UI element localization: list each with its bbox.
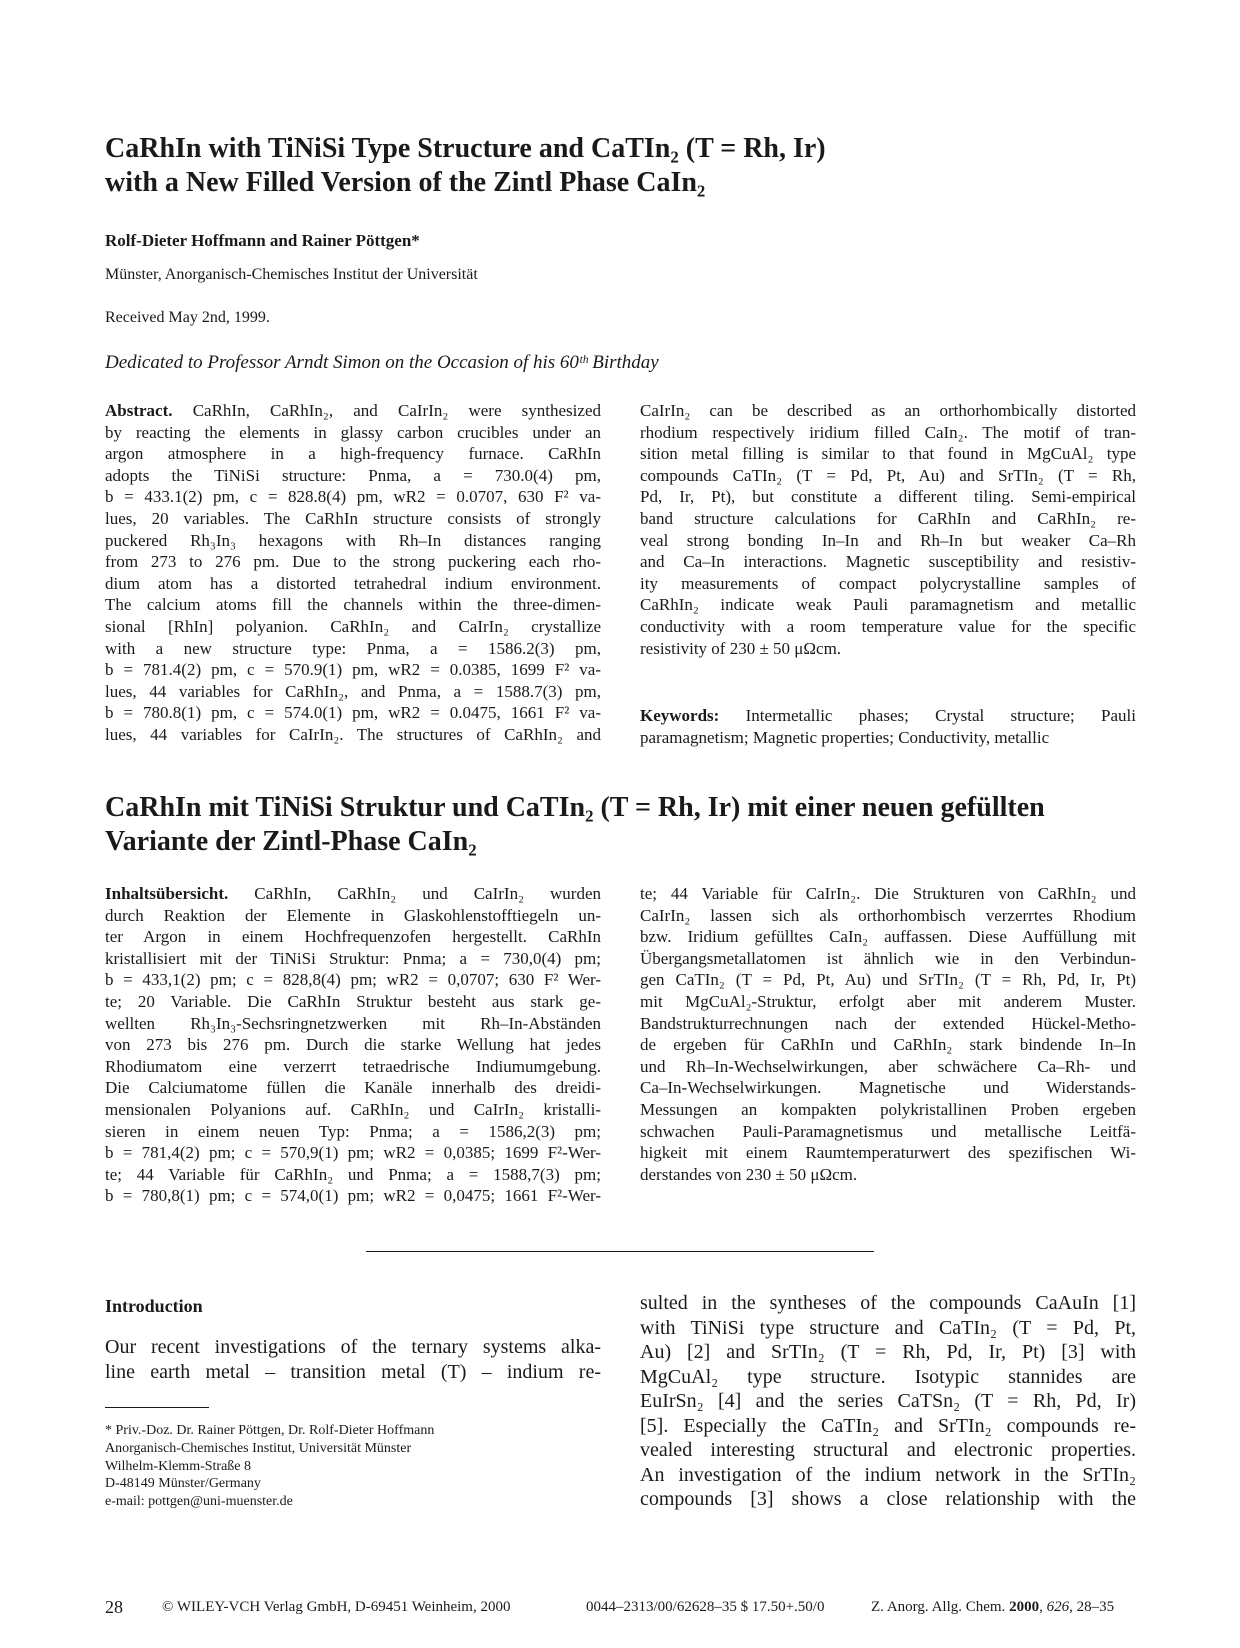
abstract-line: lues, 20 variables. The CaRhIn structure consists of strongly [105, 508, 601, 528]
abstract-line: by reacting the elements in glassy carbon crucibles under an [105, 422, 601, 442]
journal-citation: Z. Anorg. Allg. Chem. 2000, 626, 28–35 [871, 1599, 1115, 1615]
introduction-line: MgCuAl₂ type structure. Isotypic stannides are [640, 1365, 1136, 1388]
abstract-line: ity measurements of compact polycrystalline samples of [640, 573, 1136, 593]
summary-de-line: schwachen Pauli-Paramagnetismus und metallische Leitfä- [640, 1121, 1136, 1141]
introduction-right-column [640, 1291, 1136, 1512]
abstract-line: band structure calculations for CaRhIn and CaRhIn₂ re- [640, 508, 1136, 528]
summary-de-line: Messungen an kompakten polykristallinen Proben ergeben [640, 1099, 1136, 1119]
abstract-left-column [105, 400, 601, 746]
issn-code: 0044–2313/00/62628–35 $ 17.50+.50/0 [586, 1599, 825, 1615]
page-number: 28 [105, 1597, 123, 1617]
summary-de-line: te; 44 Variable für CaRhIn₂ und Pnma; a = 1588,7(3) pm; [105, 1164, 601, 1184]
summary-de-line: ter Argon in einem Hochfrequenzofen hergestellt. CaRhIn [105, 927, 601, 947]
journal-pages: , 28–35 [1069, 1599, 1115, 1615]
summary-de-line: und Rh–In-Wechselwirkungen, aber schwächere Ca–Rh- und [640, 1056, 1136, 1076]
abstract-line: sional [RhIn] polyanion. CaRhIn₂ and CaIrIn₂ crystallize [105, 616, 601, 636]
abstract-line: sition metal filling is similar to that found in MgCuAl₂ type [640, 444, 1136, 464]
keywords [640, 705, 1136, 748]
abstract-line: Pd, Ir, Pt), but constitute a different tiling. Semi-empirical [640, 487, 1136, 507]
summary-de-line: b = 781,4(2) pm; c = 570,9(1) pm; wR2 = 0,0385; 1699 F²-Wer- [105, 1143, 601, 1163]
summary-de-line: higkeit mit einem Raumtemperaturwert des spezifischen Wi- [640, 1143, 1136, 1163]
abstract-line: b = 433.1(2) pm, c = 828.8(4) pm, wR2 = 0.0707, 630 F² va- [105, 487, 601, 507]
introduction-line: with TiNiSi type structure and CaTIn₂ (T = Pd, Pt, [640, 1316, 1136, 1339]
publisher-line: © WILEY-VCH Verlag GmbH, D-69451 Weinheim, 2000 [162, 1599, 511, 1615]
summary-de-right-column [640, 883, 1136, 1185]
summary-de-line: sieren in einem neuen Typ: Pnma; a = 1586,2(3) pm; [105, 1121, 601, 1141]
authors: Rolf-Dieter Hoffmann and Rainer Pöttgen* [105, 231, 420, 250]
abstract-line: CaRhIn₂ indicate weak Pauli paramagnetism and metallic [640, 595, 1136, 615]
summary-de-line: kristallisiert mit der TiNiSi Struktur: Pnma; a = 730,0(4) pm; [105, 948, 601, 968]
summary-de-line: Ca–In-Wechselwirkungen. Magnetische und Widerstands- [640, 1078, 1136, 1098]
abstract-line: CaIrIn₂ can be described as an orthorhombically distorted [640, 401, 1136, 420]
summary-de-line: b = 433,1(2) pm; c = 828,8(4) pm; wR2 = 0,0707; 630 F² Wer- [105, 970, 601, 990]
affiliation: Münster, Anorganisch-Chemisches Institut der Universität [105, 266, 478, 283]
summary-de-line: te; 44 Variable für CaIrIn₂. Die Strukturen von CaRhIn₂ und [640, 884, 1136, 903]
abstract-line: and Ca–In interactions. Magnetic susceptibility and resistiv- [640, 552, 1136, 572]
summary-de-left-column [105, 883, 601, 1207]
introduction-line: compounds [3] shows a close relationship with the [640, 1488, 1136, 1510]
introduction-line: An investigation of the indium network in the SrTIn₂ [640, 1463, 1136, 1486]
summary-de-line: mit MgCuAl₂-Struktur, erfolgt aber mit anderem Muster. [640, 991, 1136, 1011]
summary-de-line: Bandstrukturrechnungen nach der extended Hückel-Metho- [640, 1013, 1136, 1033]
abstract-line: adopts the TiNiSi structure: Pnma, a = 730.0(4) pm, [105, 465, 601, 485]
summary-de-line: gen CaTIn₂ (T = Pd, Pt, Au) und SrTIn₂ (T = Rh, Pd, Ir, Pt) [640, 970, 1136, 990]
journal-name: Z. Anorg. Allg. Chem. [871, 1599, 1006, 1615]
footnote-line: Anorganisch-Chemisches Institut, Universität Münster [105, 1440, 412, 1456]
title-en-line2: with a New Filled Version of the Zintl Phase CaIn₂ [105, 167, 706, 198]
footnote-line: e-mail: pottgen@uni-muenster.de [105, 1494, 293, 1510]
abstract-right-column [640, 400, 1136, 659]
introduction-line: sulted in the syntheses of the compounds CaAuIn [1] [640, 1292, 1136, 1314]
abstract-line: dium atom has a distorted tetrahedral indium environment. [105, 573, 601, 593]
received-date: Received May 2nd, 1999. [105, 309, 270, 326]
abstract-line: puckered Rh₃In₃ hexagons with Rh–In distances ranging [105, 530, 601, 550]
summary-de-label: Inhaltsübersicht. [105, 884, 229, 903]
text-run: CaRhIn, CaRhIn₂ und CaIrIn₂ wurden [228, 884, 601, 903]
paper-title-de [105, 791, 1045, 859]
summary-de-line: bzw. Iridium gefülltes CaIn₂ auffassen. Diese Auffüllung mit [640, 927, 1136, 947]
summary-de-line: Rhodiumatom eine verzerrt tetraedrische Indiumumgebung. [105, 1056, 601, 1076]
journal-volume: 626 [1046, 1599, 1070, 1615]
introduction-line: EuIrSn₂ [4] and the series CaTSn₂ (T = Rh, Pd, Ir) [640, 1390, 1136, 1412]
summary-de-line: wellten Rh₃In₃-Sechsringnetzwerken mit Rh–In-Abständen [105, 1013, 601, 1033]
footnote-line: Wilhelm-Klemm-Straße 8 [105, 1458, 252, 1474]
summary-de-line: CaIrIn₂ lassen sich als orthorhombisch verzerrtes Rhodium [640, 905, 1136, 925]
footnote-line: * Priv.-Doz. Dr. Rainer Pöttgen, Dr. Rolf-Dieter Hoffmann [105, 1423, 435, 1438]
abstract-line: conductivity with a room temperature value for the specific [640, 616, 1136, 636]
abstract-label: Abstract. [105, 401, 173, 420]
introduction-line: Au) [2] and SrTIn₂ (T = Rh, Pd, Ir, Pt) [3] with [640, 1341, 1136, 1363]
summary-de-line: Die Calciumatome füllen die Kanäle innerhalb des dreidi- [105, 1078, 601, 1098]
summary-de-line: derstandes von 230 ± 50 μΩcm. [640, 1164, 858, 1184]
abstract-line: veal strong bonding In–In and Rh–In but weaker Ca–Rh [640, 530, 1136, 550]
summary-de-line: mensionalen Polyanions auf. CaRhIn₂ und CaIrIn₂ kristalli- [105, 1099, 601, 1119]
abstract-line: b = 781.4(2) pm, c = 570.9(1) pm, wR2 = 0.0385, 1699 F² va- [105, 660, 601, 680]
summary-de-line: te; 20 Variable. Die CaRhIn Struktur besteht aus stark ge- [105, 991, 601, 1011]
footnote-rule [105, 1407, 209, 1408]
keywords-line1: Intermetallic phases; Crystal structure; Pauli [719, 706, 1136, 725]
title-de-line1: CaRhIn mit TiNiSi Struktur und CaTIn₂ (T = Rh, Ir) mit einer neuen gefüllten [105, 792, 1045, 823]
title-en-line1: CaRhIn with TiNiSi Type Structure and CaTIn₂ (T = Rh, Ir) [105, 133, 826, 164]
introduction-heading: Introduction [105, 1296, 203, 1316]
section-divider [366, 1251, 874, 1252]
summary-de-line: durch Reaktion der Elemente in Glaskohlenstofftiegeln un- [105, 905, 601, 925]
journal-year: 2000 [1009, 1599, 1040, 1615]
paper-title-en [105, 132, 826, 200]
abstract-line: resistivity of 230 ± 50 μΩcm. [640, 638, 842, 658]
summary-de-line: de ergeben für CaRhIn und CaRhIn₂ stark bindende In–In [640, 1035, 1136, 1055]
abstract-line: from 273 to 276 pm. Due to the strong puckering each rho- [105, 552, 601, 572]
abstract-line [105, 400, 601, 422]
introduction-line: line earth metal – transition metal (T) – indium re- [105, 1360, 601, 1383]
footnote-line: D-48149 Münster/Germany [105, 1476, 261, 1492]
introduction-left-column [105, 1335, 601, 1384]
abstract-line: argon atmosphere in a high-frequency furnace. CaRhIn [105, 444, 601, 464]
text-run: CaRhIn, CaRhIn₂, and CaIrIn₂ were synthesized [172, 401, 601, 420]
summary-de-line: Übergangsmetallatomen ist ähnlich wie in den Verbindun- [640, 948, 1136, 968]
summary-de-line: von 273 bis 276 pm. Durch die starke Wellung hat jedes [105, 1035, 601, 1055]
keywords-line2: paramagnetism; Magnetic properties; Conductivity, metallic [640, 727, 1050, 747]
abstract-line: b = 780.8(1) pm, c = 574.0(1) pm, wR2 = 0.0475, 1661 F² va- [105, 703, 601, 723]
summary-de-line: b = 780,8(1) pm; c = 574,0(1) pm; wR2 = 0,0475; 1661 F²-Wer- [105, 1186, 601, 1206]
abstract-line: with a new structure type: Pnma, a = 1586.2(3) pm, [105, 638, 601, 658]
keywords-label: Keywords: [640, 706, 720, 725]
title-de-line2: Variante der Zintl-Phase CaIn₂ [105, 826, 477, 857]
introduction-line: [5]. Especially the CaTIn₂ and SrTIn₂ compounds re- [640, 1414, 1136, 1437]
abstract-line: compounds CaTIn₂ (T = Pd, Pt, Au) and SrTIn₂ (T = Rh, [640, 465, 1136, 485]
abstract-line: lues, 44 variables for CaIrIn₂. The structures of CaRhIn₂ and [105, 724, 601, 744]
abstract-line: lues, 44 variables for CaRhIn₂, and Pnma, a = 1588.7(3) pm, [105, 681, 601, 701]
introduction-line: vealed interesting structural and electronic properties. [640, 1439, 1136, 1461]
dedication: Dedicated to Professor Arndt Simon on the Occasion of his 60ᵗʰ Birthday [105, 352, 659, 373]
footnote [105, 1422, 434, 1511]
summary-de-line [105, 883, 601, 905]
introduction-line: Our recent investigations of the ternary systems alka- [105, 1336, 601, 1358]
abstract-line: rhodium respectively iridium filled CaIn₂. The motif of tran- [640, 422, 1136, 442]
abstract-line: The calcium atoms fill the channels within the three-dimen- [105, 595, 601, 615]
